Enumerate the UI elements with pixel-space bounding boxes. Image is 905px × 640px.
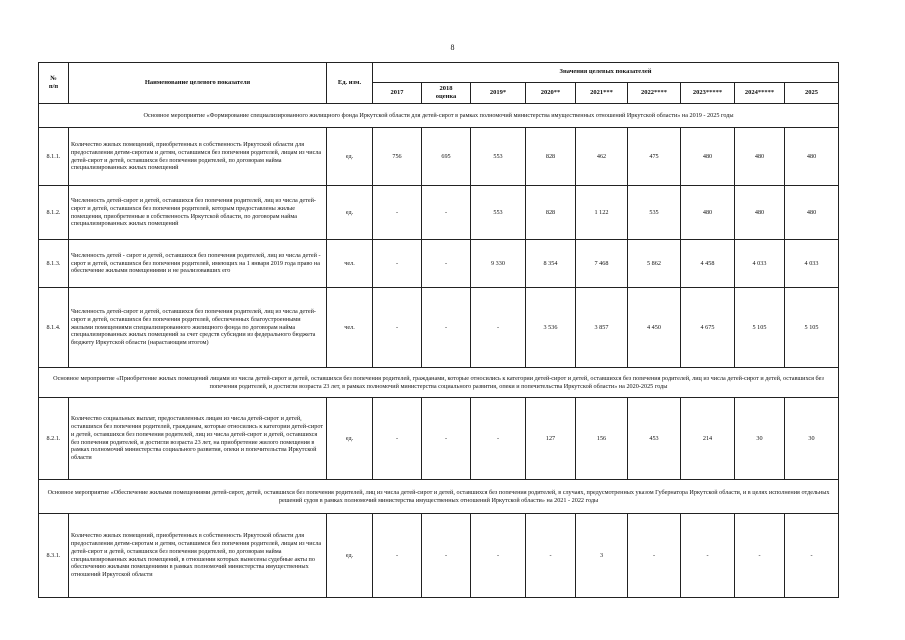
header-year: 2025 xyxy=(785,83,839,104)
row-value: - xyxy=(526,514,576,598)
row-value: 475 xyxy=(628,128,681,186)
page-number: 8 xyxy=(450,43,455,52)
row-value: - xyxy=(373,514,422,598)
header-year: 2017 xyxy=(373,83,422,104)
row-name: Количество социальных выплат, предоставленных лицам из числа детей-сирот и детей, оставшихся без попечения родителей, гражданам, которые относились к категории детей-сирот и детей, оставшихся без попечения родителей, лиц из числа детей-сирот и детей, оставшихся без попечения родителей, и достигли возраста 23 лет, на приобретение жилого помещения в рамках полномочий министерства социального развития, опеки и попечительства Иркутской области xyxy=(69,398,327,480)
row-value: - xyxy=(471,514,526,598)
row-value: - xyxy=(422,398,471,480)
row-value: - xyxy=(422,240,471,288)
table-row xyxy=(39,240,839,288)
row-value: 453 xyxy=(628,398,681,480)
row-value: - xyxy=(422,186,471,240)
row-num: 8.1.1. xyxy=(39,128,69,186)
row-unit: ед. xyxy=(327,398,373,480)
table-row xyxy=(39,288,839,368)
row-value: 4 033 xyxy=(785,240,839,288)
row-num: 8.2.1. xyxy=(39,398,69,480)
row-value: 480 xyxy=(735,186,785,240)
row-value: 156 xyxy=(576,398,628,480)
row-value: - xyxy=(373,186,422,240)
row-value: 480 xyxy=(735,128,785,186)
section-title: Основное мероприятие «Обеспечение жилыми помещениями детей-сирот, детей, оставшихся без попечения родителей, лиц из числа детей-сирот и детей, оставшихся без попечения родителей, в случаях, предусмотренных указом Губернатора Иркутской области, и в целях исполнения отдельных решений судов в рамках полномочий министерства имущественных отношений Иркутской области» на 2021 - 2022 годы xyxy=(39,480,839,514)
table-row xyxy=(39,128,839,186)
row-unit: ед. xyxy=(327,186,373,240)
row-value: 756 xyxy=(373,128,422,186)
row-value: 9 330 xyxy=(471,240,526,288)
row-name: Количество жилых помещений, приобретенных в собственность Иркутской области для предоставления детям-сиротам и детям, оставшимся без попечения родителей, лицам из числа детей-сирот и детей, оставшихся без попечения родителей, по договорам найма специализированных жилых помещений xyxy=(69,128,327,186)
table-row xyxy=(39,398,839,480)
row-name: Численность детей-сирот и детей, оставшихся без попечения родителей, лиц из числа детей-сирот и детей, оставшихся без попечения родителей, которым предоставлены жилые помещения, приобретенные в собственность Иркутской области, по договорам найма специализированных жилых помещений xyxy=(69,186,327,240)
row-value: 3 536 xyxy=(526,288,576,368)
header-year: 2020** xyxy=(526,83,576,104)
row-value: 535 xyxy=(628,186,681,240)
row-value: 553 xyxy=(471,128,526,186)
row-value: - xyxy=(471,398,526,480)
row-value: 127 xyxy=(526,398,576,480)
row-value: 480 xyxy=(681,186,735,240)
header-name: Наименование целевого показателя xyxy=(69,63,327,104)
row-value: 30 xyxy=(735,398,785,480)
row-value: 1 122 xyxy=(576,186,628,240)
row-value: 4 458 xyxy=(681,240,735,288)
row-value: 5 862 xyxy=(628,240,681,288)
row-unit: чел. xyxy=(327,288,373,368)
row-unit: ед. xyxy=(327,128,373,186)
row-value: - xyxy=(785,514,839,598)
header-year: 2022**** xyxy=(628,83,681,104)
row-value: 828 xyxy=(526,186,576,240)
table-row xyxy=(39,514,839,598)
header-num: № п/п xyxy=(39,63,69,104)
row-value: - xyxy=(373,288,422,368)
row-value: 4 450 xyxy=(628,288,681,368)
row-value: 7 468 xyxy=(576,240,628,288)
row-value: 480 xyxy=(785,186,839,240)
row-value: 695 xyxy=(422,128,471,186)
row-num: 8.1.2. xyxy=(39,186,69,240)
header-year: 2023***** xyxy=(681,83,735,104)
row-value: - xyxy=(681,514,735,598)
row-value: 4 675 xyxy=(681,288,735,368)
row-num: 8.1.4. xyxy=(39,288,69,368)
row-value: - xyxy=(373,240,422,288)
header-year: 2018 оценка xyxy=(422,83,471,104)
row-unit: чел. xyxy=(327,240,373,288)
row-value: 5 105 xyxy=(785,288,839,368)
row-value: 3 xyxy=(576,514,628,598)
row-name: Численность детей-сирот и детей, оставшихся без попечения родителей, лиц из числа детей-сирот и детей, оставшихся без попечения родителей, обеспеченных благоустроенными жилыми помещениями специализированного жилищного фонда по договорам найма специализированных жилых помещений за счет средств субсидии из федерального бюджета бюджету Иркутской области (нарастающим итогом) xyxy=(69,288,327,368)
row-value: - xyxy=(471,288,526,368)
row-value: 214 xyxy=(681,398,735,480)
row-value: 8 354 xyxy=(526,240,576,288)
table-row xyxy=(39,186,839,240)
target-indicators-table xyxy=(38,62,839,598)
section-title: Основное мероприятие «Формирование специализированного жилищного фонда Иркутской области для детей-сирот в рамках полномочий министерства имущественных отношений Иркутской области» на 2019 - 2025 годы xyxy=(39,104,839,128)
row-value: 30 xyxy=(785,398,839,480)
row-value: - xyxy=(628,514,681,598)
row-value: 462 xyxy=(576,128,628,186)
row-value: 828 xyxy=(526,128,576,186)
header-year: 2021*** xyxy=(576,83,628,104)
row-value: 480 xyxy=(785,128,839,186)
row-value: 553 xyxy=(471,186,526,240)
header-values-group: Значения целевых показателей xyxy=(373,63,839,83)
row-value: 3 857 xyxy=(576,288,628,368)
row-num: 8.1.3. xyxy=(39,240,69,288)
row-num: 8.3.1. xyxy=(39,514,69,598)
row-value: - xyxy=(422,288,471,368)
row-value: - xyxy=(735,514,785,598)
row-name: Численность детей - сирот и детей, оставшихся без попечения родителей, лиц из числа детей - сирот и детей, оставшихся без попечения родителей, имеющих на 1 января 2019 года право на обеспечение жилыми помещениями и не реализовавших его xyxy=(69,240,327,288)
row-value: 5 105 xyxy=(735,288,785,368)
header-unit: Ед. изм. xyxy=(327,63,373,104)
header-year: 2024***** xyxy=(735,83,785,104)
row-unit: ед. xyxy=(327,514,373,598)
row-value: 480 xyxy=(681,128,735,186)
section-title: Основное мероприятие «Приобретение жилых помещений лицами из числа детей-сирот и детей, оставшихся без попечения родителей, гражданами, которые относились к категории детей-сирот и детей, оставшихся без попечения родителей, лиц из числа детей-сирот и детей, оставшихся без попечения родителей, и достигли возраста 23 лет, в рамках полномочий министерства социального развития, опеки и попечительства Иркутской области» на 2020-2025 годы xyxy=(39,368,839,398)
header-year: 2019* xyxy=(471,83,526,104)
row-value: 4 033 xyxy=(735,240,785,288)
row-name: Количество жилых помещений, приобретенных в собственность Иркутской области для предоставления детям-сиротам и детям, оставшимся без попечения родителей, лицам из числа детей-сирот и детей, оставшихся без попечения родителей, по договорам найма специализированных жилых помещений, в отношении которых вынесены судебные акты по обеспечению жилыми помещениями в рамках полномочий министерства имущественных отношений Иркутской области xyxy=(69,514,327,598)
row-value: - xyxy=(373,398,422,480)
row-value: - xyxy=(422,514,471,598)
